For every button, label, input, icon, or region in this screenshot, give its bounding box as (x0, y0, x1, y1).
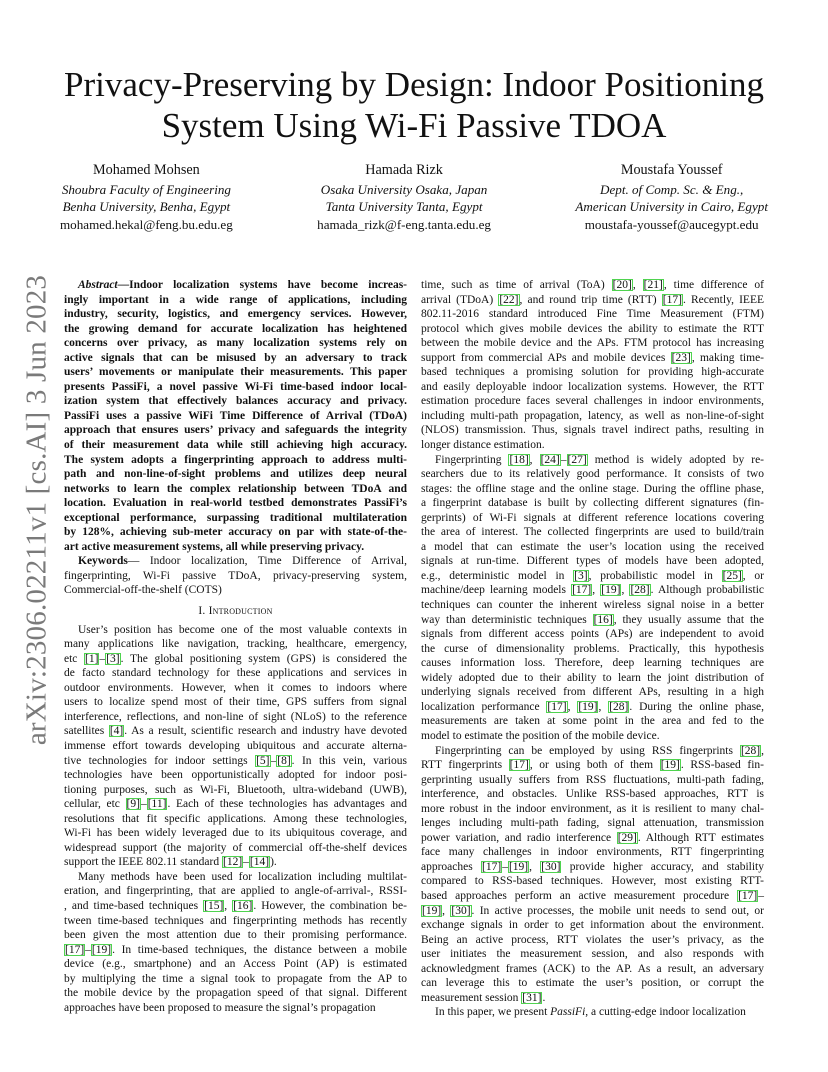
citation-link[interactable]: [19] (660, 759, 680, 772)
citation-link[interactable]: [29] (617, 831, 637, 844)
author-email[interactable]: moustafa-youssef@aucegypt.edu (584, 216, 759, 232)
text-line: underlying signals received from different APs, resulting in a high (421, 686, 764, 699)
text-line: Fingerprinting [18], [24]–[27] method is widely adopted by re- (435, 453, 765, 466)
text-line: Abstract—Indoor localization systems have become increas- (78, 279, 407, 291)
author-affiliation: Shoubra Faculty of Engineering (61, 181, 231, 197)
text-line: signals from different access points (APs) are independent to avoid (421, 628, 764, 641)
text-line: support from commercial APs and mobile devices [23], making time- (421, 351, 765, 364)
text-line: gerprints) of Wi-Fi signals at different reference locations covering (421, 511, 764, 524)
text-line: interference, reflections, and non-line of sight (NLoS) to the reference (64, 710, 407, 723)
citation-link[interactable]: [30] (451, 904, 471, 917)
text-line: fingerprinting, Wi-Fi passive TDoA, privacy-preserving system, (64, 569, 407, 582)
citation-link[interactable]: [28] (630, 584, 650, 597)
text-line: de facto standard technology for these applications and services in (64, 667, 407, 680)
text-line: of their measurement data while still achieving high accuracy. (64, 439, 407, 452)
text-line: based techniques a promising solution for providing high-accurate (421, 366, 764, 379)
text-line: satellites [4]. As a result, scientific research and industry have devoted (64, 725, 407, 738)
text-line: approaches have been proposed to measure the signal’s propagation (64, 1001, 376, 1014)
text-line: Commercial-off-the-shelf (COTS) (64, 584, 222, 597)
text-line: widely adopted due to their ability to learn the joint distribution of (421, 671, 764, 684)
citation-link[interactable]: [17] (572, 584, 592, 597)
left-column (64, 278, 407, 1015)
author-affiliation: Benha University, Benha, Egypt (62, 199, 231, 214)
text-line: (NLOS) transmission. Thus, signals travel indirect paths, resulting in (421, 424, 764, 437)
title-line-2: System Using Wi-Fi Passive TDOA (161, 106, 667, 145)
text-line: time, such as time of arrival (ToA) [20], [21], time difference of (421, 279, 765, 291)
citation-link[interactable]: [24] (540, 453, 560, 466)
author-affiliation: American University in Cairo, Egypt (575, 199, 768, 214)
text-line: eration, and fingerprinting, that are applied to angle-of-arrival-, RSSI- (64, 885, 407, 898)
text-line: e.g., deterministic model in [3], probabilistic model in [25], or (421, 569, 764, 582)
citation-link[interactable]: [22] (499, 293, 519, 306)
text-line: more robust in the indoor environment, as it is resilient to many chal- (421, 802, 764, 815)
text-line: machine/deep learning models [17], [19], [28]. Although probabilistic (421, 584, 765, 597)
text-line: acknowledgment frames (ACK) to the AP. As a result, an adversary (421, 962, 764, 975)
text-line: and easily deployable indoor localization systems. However, the RTT (421, 380, 764, 393)
text-line: model to estimate the position of the mobile device. (421, 729, 660, 742)
citation-link[interactable]: [28] (609, 700, 629, 713)
text-line: many applications like navigation, tracking, healthcare, emergency, (64, 638, 407, 651)
citation-link[interactable]: [17] (662, 293, 682, 306)
text-line: Keywords— Indoor localization, Time Difference of Arrival, (78, 555, 407, 568)
text-line: searchers due to its relatively good performance. It consists of two (421, 468, 764, 481)
section-title: Introduction (208, 605, 273, 618)
text-line: Being an active process, RTT violates the user’s privacy, as the (421, 933, 764, 946)
citation-link[interactable]: [23] (671, 351, 691, 364)
text-run: , a cutting-edge indoor localization (585, 1006, 746, 1019)
author-2 (317, 162, 491, 233)
text-line: art active measurement systems, all while preserving privacy. (64, 540, 365, 553)
text-line: a fingerprint database is built by collecting different signatures (fin- (421, 497, 764, 510)
text-line: networks to learn the complex relationship between TDoA and (64, 482, 407, 495)
text-line: PassiFi uses a passive WiFi Time Difference of Arrival (TDoA) (64, 409, 407, 422)
citation-link[interactable]: [31] (522, 991, 542, 1004)
text-line: ingly important in a wide range of applications, including (64, 293, 407, 306)
citation-link[interactable]: [17] (482, 860, 502, 873)
text-line: RTT fingerprints [17], or using both of them [19]. RSS-based fin- (421, 759, 764, 772)
body-paragraph-3 (421, 744, 764, 1006)
citation-link[interactable]: [28] (740, 744, 761, 757)
citation-link[interactable]: [11] (147, 798, 167, 811)
text-line: interference, and obstacles. Unlike RSS-based approaches, RTT is (421, 788, 764, 801)
author-affiliation: Dept. of Comp. Sc. & Eng., (600, 181, 744, 197)
text-line: compared to RSS-based techniques. However, most existing RTT- (421, 875, 764, 888)
author-affiliation: Osaka University Osaka, Japan (320, 181, 488, 197)
citation-link[interactable]: [19] (601, 584, 621, 597)
text-line: etc [1]–[3]. The global positioning system (GPS) is considered the (64, 652, 408, 665)
citation-link[interactable]: [27] (567, 453, 587, 466)
author-name: Mohamed Mohsen (92, 162, 200, 178)
citation-link[interactable]: [30] (541, 860, 561, 873)
abstract (64, 278, 407, 554)
text-line: ization system that effectively balances accuracy and privacy. (64, 395, 407, 408)
system-name: PassiFi (550, 1006, 586, 1019)
citation-link[interactable]: [12] (223, 856, 243, 869)
text-line: gerprinting usually suffers from RSS fluctuations, multi-path fading, (421, 773, 764, 786)
citation-link[interactable]: [18] (509, 453, 529, 466)
text-line: users to localize spend most of their time, GPS suffers from signal (64, 696, 407, 709)
author-3 (575, 162, 768, 233)
section-number: I. (198, 605, 209, 618)
citation-link[interactable]: [3] (574, 569, 588, 582)
text-line: Wi-Fi has been widely leveraged due to its ubiquitous coverage, and (64, 827, 407, 840)
citation-link[interactable]: [17] (738, 889, 758, 902)
text-line: including multi-path propagation, latency, as well as non-line-of-sight (421, 409, 764, 422)
body-paragraph-1 (421, 278, 764, 453)
text-line: technologies have been opportunistically adopted for indoor posi- (64, 769, 407, 782)
text-line: industry, security, logistics, and emergency services. However, (64, 308, 407, 321)
author-email[interactable]: hamada_rizk@f-eng.tanta.edu.eg (317, 216, 491, 232)
citation-link[interactable]: [19] (422, 904, 442, 917)
text-line: measurements are taken at some point in the area and fed to the (421, 715, 764, 728)
text-line: lenges including multi-path fading, signal attenuation, transmission (421, 817, 764, 830)
text-run: In this paper, we present (435, 1006, 551, 1019)
text-line: face many challenges in indoor environments, RTT fingerprinting (421, 846, 764, 859)
text-line: Fingerprinting can be employed by using RSS fingerprints [28], (435, 744, 764, 757)
text-line: power variation, and radio interference [29]. Although RTT estimates (421, 831, 764, 844)
text-line: [17]–[19]. In time-based techniques, the distance between a mobile (65, 943, 407, 956)
text-line: users’ movements or manipulate their measurements. This paper (64, 366, 407, 379)
text-line: concerns over privacy, as many localization systems rely on (64, 337, 407, 350)
text-line: been given the most attention due to their promising performance. (64, 929, 407, 942)
text-line: the growing demand for accurate localization has heightened (64, 322, 407, 335)
author-email[interactable]: mohamed.hekal@feng.bu.edu.eg (60, 216, 233, 232)
keywords (64, 554, 407, 598)
paper-title (60, 64, 768, 146)
text-line: by multiplying the time a signal took to propagate from the AP to (64, 972, 407, 985)
text-line: the area of interest. The collected fingerprints are used to build/train (421, 526, 764, 539)
body-paragraph-2 (421, 453, 764, 744)
text-line: tive technologies for indoor settings [5]–[8]. In this vein, various (64, 754, 407, 767)
text-line: cellular, etc [9]–[11]. Each of these technologies has advantages and (64, 798, 408, 811)
citation-link[interactable]: [14] (249, 856, 270, 869)
citation-link[interactable]: [8] (277, 754, 291, 767)
text-line: localization performance [17], [19], [28]. During the online phase, (421, 700, 765, 713)
intro-paragraph-2 (64, 870, 407, 1015)
author-1 (60, 162, 233, 233)
text-line: estimation procedure faces several challenges in indoor environments, (421, 395, 764, 408)
author-name: Hamada Rizk (365, 162, 443, 178)
section-heading (64, 604, 407, 619)
text-line: by 128%, achieving sub-meter accuracy on par with state-of-the- (64, 526, 407, 539)
text-line: between the mobile device and the APs. FTM protocol has increasing (421, 337, 764, 350)
right-column (421, 278, 764, 1020)
citation-link[interactable]: [21] (643, 279, 663, 291)
text-line: support the IEEE 802.11 standard [12]–[14]). (64, 856, 277, 869)
text-line: protocol which gives mobile devices the ability to estimate the RTT (421, 322, 764, 335)
text-line: Many methods have been used for localization including multilat- (78, 870, 407, 883)
text-line: user initiates the measurement session, and also responds with (421, 948, 764, 961)
citation-link[interactable]: [15] (204, 899, 224, 912)
citation-link[interactable]: [19] (508, 860, 529, 873)
text-line: path and non-line-of-sight problems and utilizes deep neural (64, 468, 407, 481)
text-line: causes information loss. Therefore, deep learning techniques are (421, 657, 764, 670)
text-line: presents PassiFi, a novel passive Wi-Fi time-based indoor local- (64, 380, 407, 393)
intro-paragraph-1 (64, 623, 407, 870)
text-line: widespread support (the majority of commercial off-the-shelf devices (64, 841, 407, 854)
text-line: 802.11-2016 standard introduced Fine Time Measurement (FTM) (421, 308, 764, 321)
inline-label: Abstract (78, 279, 118, 291)
text-line: tioning purposes, such as Wi-Fi, Bluetooth, ultra-wideband (UWB), (64, 783, 407, 796)
text-line: device (e.g., smartphone) and an Access Point (AP) is estimated (64, 958, 407, 971)
text-line: signals at run-time. Different types of models have been adopted, (421, 555, 764, 568)
text-line: approach that ensures users’ privacy and safeguards the integrity (64, 424, 407, 437)
text-line: way than deterministic techniques [16], they usually assume that the (421, 613, 764, 626)
text-line: [19], [30]. In active processes, the mobile unit needs to send out, or (422, 904, 764, 917)
citation-link[interactable]: [17] (509, 759, 529, 772)
text-line: arrival (TDoA) [22], and round trip time (RTT) [17]. Recently, IEEE (421, 293, 764, 306)
text-line: location. Evaluation in real-world testbed demonstrates PassiFi’s (64, 497, 407, 510)
text-line: measurement session [31]. (421, 991, 546, 1004)
citation-link[interactable]: [16] (593, 613, 613, 626)
text-line: tween time-based techniques and fingerprinting methods has recently (64, 914, 407, 927)
text-line: exceptional performance, surpassing traditional multilateration (64, 511, 407, 524)
citation-link[interactable]: [17] (65, 943, 85, 956)
text-line: the curse of dimensionality problems. Practically, this hypothesis (421, 642, 764, 655)
text-line: based approaches perform an active measurement procedure [17]– (421, 889, 764, 902)
citation-link[interactable]: [16] (233, 899, 253, 912)
text-line: the mobile device by the propagation speed of that signal. Different (64, 987, 407, 1000)
citation-link[interactable]: [19] (91, 943, 112, 956)
text-line: resolutions that fit specific applications. Among these technologies, (64, 812, 407, 825)
text-line: approaches [17]–[19], [30] provide higher accuracy, and stability (421, 860, 764, 873)
text-line: stages: the offline stage and the online stage. During the offline phase, (421, 482, 764, 495)
text-line: a model that can estimate the user’s location using the received (421, 540, 764, 553)
text-line: exchange signals in order to get information about the environment. (421, 919, 764, 932)
text-line: User’s position has become one of the most valuable contexts in (78, 623, 407, 636)
title-line-1: Privacy-Preserving by Design: Indoor Positioning (64, 65, 764, 104)
citation-link[interactable]: [9] (126, 798, 140, 811)
author-block (60, 162, 768, 233)
citation-link[interactable]: [3] (106, 652, 120, 665)
citation-link[interactable]: [20] (612, 279, 632, 291)
citation-link[interactable]: [1] (85, 652, 99, 665)
citation-link[interactable]: [19] (578, 700, 598, 713)
citation-link[interactable]: [25] (722, 569, 742, 582)
text-line: outdoor environments. However, when it comes to indoors where (64, 681, 407, 694)
text-line: techniques can counter the inherent wireless signal noise in a better (421, 599, 764, 612)
author-name: Moustafa Youssef (620, 162, 723, 178)
arxiv-stamp: arXiv:2306.02211v1 [cs.AI] 3 Jun 2023 (20, 274, 53, 746)
text-line: The system adopts a fingerprinting approach to address multi- (64, 453, 407, 466)
citation-link[interactable]: [17] (547, 700, 567, 713)
citation-link[interactable]: [5] (256, 754, 270, 767)
text-line: immense effort towards developing ubiquitous and accurate alterna- (64, 739, 407, 752)
author-affiliation: Tanta University Tanta, Egypt (325, 199, 483, 214)
text-line: longer distance estimation. (421, 439, 545, 452)
text-line: active signals that can be misused by an adversary to track (64, 351, 407, 364)
text-line: can leverage this to estimate the user’s position, or corrupt the (421, 977, 764, 990)
body-paragraph-4 (421, 1005, 764, 1020)
text-line: , and time-based techniques [15], [16]. However, the combination be- (64, 899, 407, 912)
citation-link[interactable]: [4] (109, 725, 124, 738)
inline-label: Keywords (78, 555, 128, 568)
